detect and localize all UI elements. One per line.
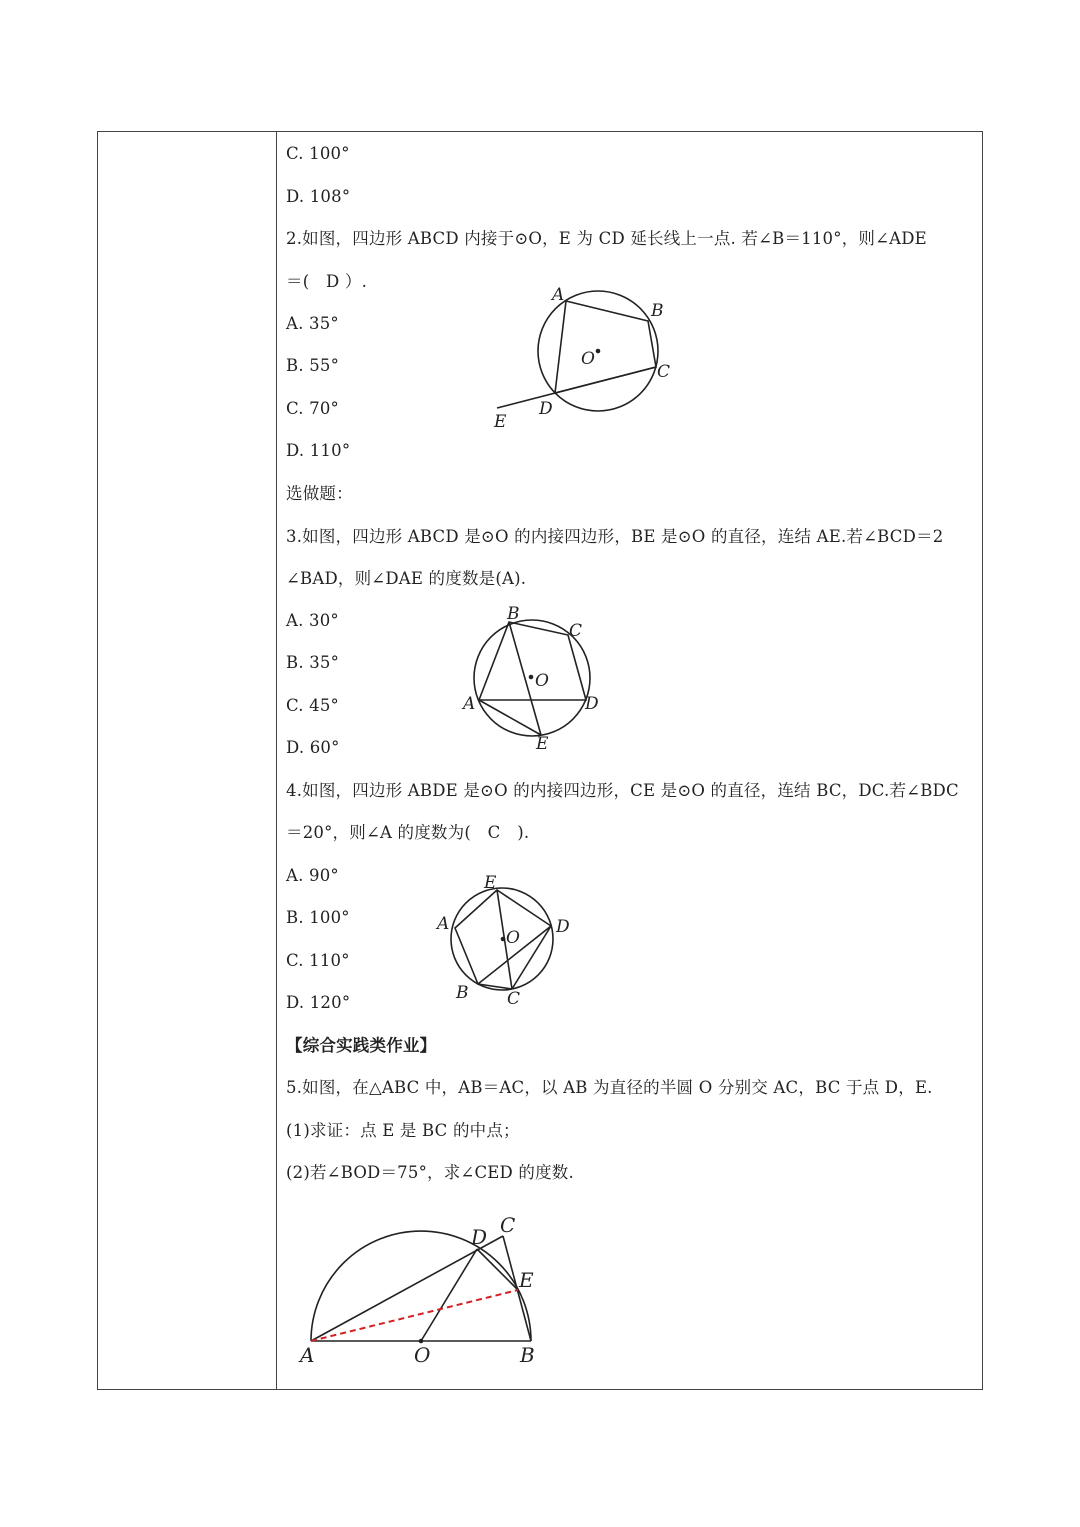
q1-option-d: D. 108° xyxy=(286,187,351,206)
q5-part-2: (2)若∠BOD＝75°，求∠CED 的度数. xyxy=(286,1163,574,1182)
fig5-semicircle-arc xyxy=(311,1231,531,1341)
fig5-side-ac xyxy=(311,1236,503,1341)
fig4-label-e: E xyxy=(484,873,497,893)
q2-option-b: B. 55° xyxy=(286,356,340,375)
fig4-label-o: O xyxy=(506,928,520,948)
fig2-label-d: D xyxy=(539,399,553,419)
q4-option-c: C. 110° xyxy=(286,951,350,970)
fig5-label-d: D xyxy=(471,1225,488,1249)
optional-section-heading: 选做题： xyxy=(286,484,353,503)
fig5-label-c: C xyxy=(500,1213,516,1237)
q4-stem-line-2: ＝20°，则∠A 的度数为( C ). xyxy=(286,823,530,842)
fig5-label-e: E xyxy=(519,1268,534,1292)
fig5-segment-od xyxy=(421,1249,477,1341)
q3-option-d: D. 60° xyxy=(286,738,340,757)
fig5-label-b: B xyxy=(520,1343,535,1367)
fig2-label-e: E xyxy=(494,412,507,432)
fig2-label-b: B xyxy=(651,301,664,321)
q5-part-1: (1)求证：点 E 是 BC 的中点； xyxy=(286,1121,520,1140)
practice-section-heading: 【综合实践类作业】 xyxy=(286,1036,437,1055)
fig3-label-a: A xyxy=(463,694,476,714)
fig3-label-c: C xyxy=(569,621,583,641)
q4-stem-line-1: 4.如图，四边形 ABDE 是⊙O 的内接四边形，CE 是⊙O 的直径，连结 BC，DC.若∠BDC xyxy=(286,781,959,800)
q3-stem-line-2: ∠BAD，则∠DAE 的度数是(A). xyxy=(286,569,527,588)
q4-option-a: A. 90° xyxy=(286,866,339,885)
fig2-label-c: C xyxy=(657,362,671,382)
fig4-label-a: A xyxy=(437,914,450,934)
fig4-label-d: D xyxy=(556,917,570,937)
q3-option-a: A. 30° xyxy=(286,611,339,630)
fig5-label-a: A xyxy=(300,1343,315,1367)
fig5-label-o: O xyxy=(414,1343,431,1367)
q3-option-b: B. 35° xyxy=(286,653,340,672)
fig3-label-o: O xyxy=(535,671,549,691)
q1-option-c: C. 100° xyxy=(286,144,350,163)
q2-stem-line-1: 2.如图，四边形 ABCD 内接于⊙O，E 为 CD 延长线上一点. 若∠B＝110°，则∠ADE xyxy=(286,229,927,248)
fig4-label-c: C xyxy=(507,989,521,1009)
q2-option-c: C. 70° xyxy=(286,399,339,418)
q5-stem: 5.如图，在△ABC 中，AB＝AC，以 AB 为直径的半圆 O 分别交 AC，BC 于点 D，E. xyxy=(286,1078,933,1097)
q3-option-c: C. 45° xyxy=(286,696,339,715)
fig3-label-d: D xyxy=(585,694,599,714)
q2-stem-line-2: ＝( D ）. xyxy=(286,272,368,291)
q4-option-d: D. 120° xyxy=(286,993,351,1012)
q2-option-a: A. 35° xyxy=(286,314,339,333)
fig4-label-b: B xyxy=(456,983,469,1003)
q2-option-d: D. 110° xyxy=(286,441,351,460)
fig3-label-e: E xyxy=(536,734,549,754)
q4-option-b: B. 100° xyxy=(286,908,350,927)
fig3-label-b: B xyxy=(507,604,520,624)
fig2-label-a: A xyxy=(552,285,565,305)
fig5-dashed-ae xyxy=(311,1290,518,1341)
q3-stem-line-1: 3.如图，四边形 ABCD 是⊙O 的内接四边形，BE 是⊙O 的直径，连结 AE.若∠BCD＝2 xyxy=(286,527,944,546)
fig2-label-o: O xyxy=(581,349,595,369)
